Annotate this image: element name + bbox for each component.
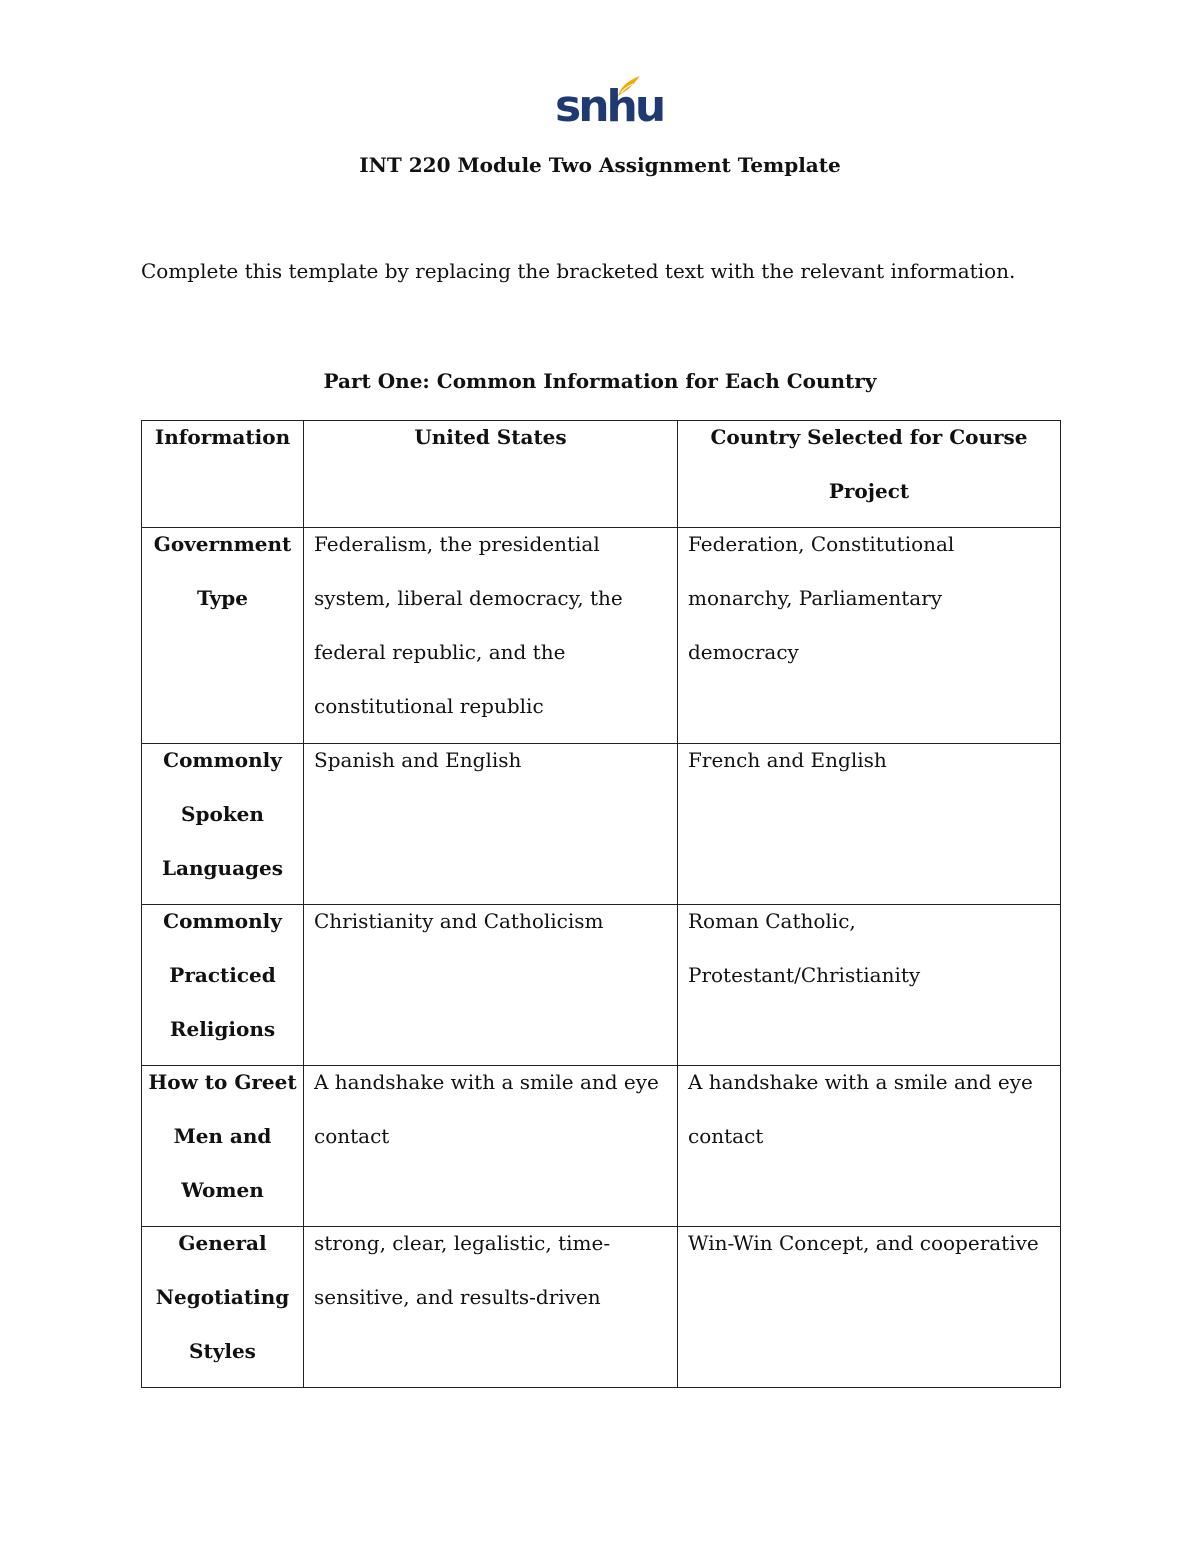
us-cell: A handshake with a smile and eye contact bbox=[304, 1066, 678, 1227]
table-row-religions bbox=[142, 905, 1061, 1066]
us-cell: Spanish and English bbox=[304, 744, 678, 905]
us-cell: Federalism, the presidential system, liberal democracy, the federal republic, and the constitutional republic bbox=[304, 528, 678, 744]
selected-country-cell: A handshake with a smile and eye contact bbox=[678, 1066, 1061, 1227]
us-cell: strong, clear, legalistic, time-sensitive, and results-driven bbox=[304, 1227, 678, 1388]
us-cell: Christianity and Catholicism bbox=[304, 905, 678, 1066]
section-heading: Part One: Common Information for Each Country bbox=[323, 369, 877, 393]
table-row-negotiating-styles bbox=[142, 1227, 1061, 1388]
selected-country-cell: French and English bbox=[678, 744, 1061, 905]
flame-leaf-icon bbox=[615, 74, 641, 98]
intro-text: Complete this template by replacing the bracketed text with the relevant information. bbox=[141, 259, 1016, 283]
table-row-government-type bbox=[142, 528, 1061, 744]
country-info-table bbox=[141, 420, 1061, 1388]
snhu-logo bbox=[555, 74, 664, 134]
table-row-languages bbox=[142, 744, 1061, 905]
selected-country-cell: Federation, Constitutional monarchy, Parliamentary democracy bbox=[678, 528, 1061, 744]
row-label: How to Greet Men and Women bbox=[142, 1066, 304, 1227]
selected-country-cell: Roman Catholic, Protestant/Christianity bbox=[678, 905, 1061, 1066]
row-label: Government Type bbox=[142, 528, 304, 744]
column-header-information: Information bbox=[142, 421, 304, 528]
table-row-greetings bbox=[142, 1066, 1061, 1227]
row-label: Commonly Practiced Religions bbox=[142, 905, 304, 1066]
row-label: General Negotiating Styles bbox=[142, 1227, 304, 1388]
column-header-united-states: United States bbox=[304, 421, 678, 528]
document-title: INT 220 Module Two Assignment Template bbox=[359, 153, 841, 177]
logo-wordmark: snhu bbox=[555, 81, 664, 132]
table-header-row bbox=[142, 421, 1061, 528]
column-header-selected-country: Country Selected for Course Project bbox=[678, 421, 1061, 528]
row-label: Commonly Spoken Languages bbox=[142, 744, 304, 905]
selected-country-cell: Win-Win Concept, and cooperative bbox=[678, 1227, 1061, 1388]
